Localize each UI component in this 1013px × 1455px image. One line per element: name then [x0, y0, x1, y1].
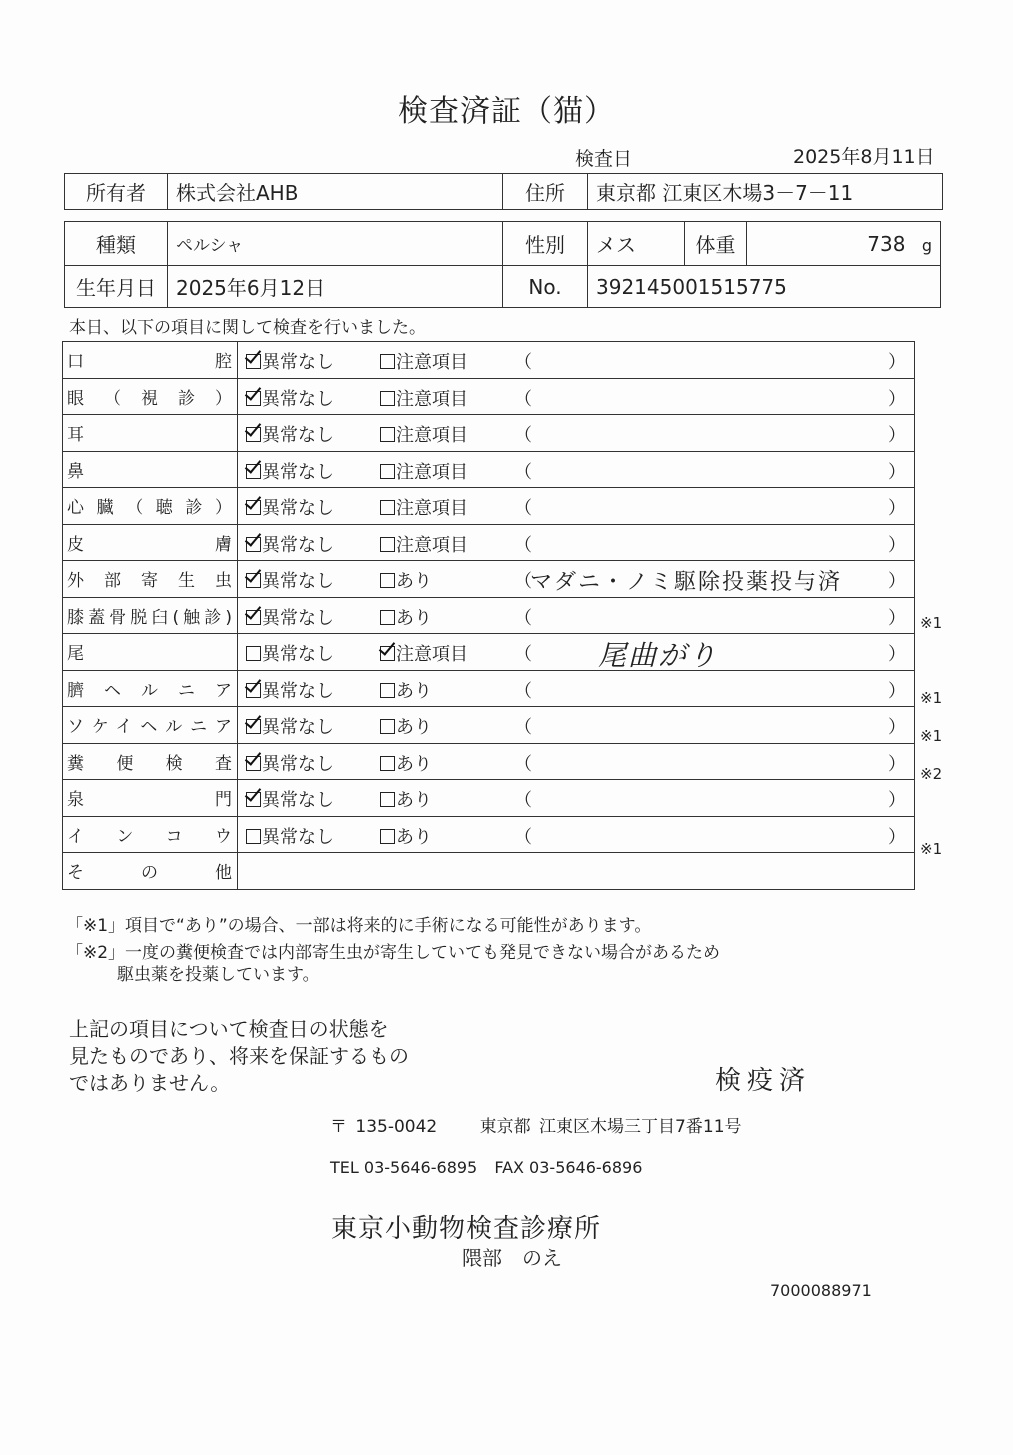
- option-normal-label: 異常なし: [262, 571, 334, 592]
- check-item-label: その他: [67, 863, 233, 884]
- check-item-name: [63, 743, 238, 780]
- tel-number: TEL 03-5646-6895: [330, 1158, 478, 1177]
- option-normal-label: 異常なし: [262, 826, 334, 848]
- option-finding[interactable]: [380, 494, 468, 520]
- check-item-label: 泉門: [67, 790, 233, 811]
- check-item-label: インコウ: [67, 826, 233, 847]
- paren-close: ）: [888, 534, 906, 556]
- check-table: [62, 341, 915, 890]
- checkbox-icon[interactable]: [246, 573, 261, 588]
- weight-value: 738: [867, 231, 906, 256]
- checkbox-icon[interactable]: [246, 792, 261, 807]
- paren-close: ）: [888, 571, 906, 592]
- owner-label: 所有者: [65, 174, 168, 210]
- check-item-label: 膝蓋骨脱臼(触診): [67, 607, 233, 628]
- weight-cell: [747, 222, 941, 266]
- owner-table: [64, 173, 943, 210]
- option-normal-label: 異常なし: [262, 461, 334, 483]
- check-row: [63, 415, 915, 452]
- option-normal-label: 異常なし: [262, 352, 334, 373]
- option-finding-label: あり: [396, 790, 432, 811]
- checkbox-icon[interactable]: [380, 646, 395, 661]
- option-finding-label: あり: [396, 607, 432, 629]
- option-finding-label: 注意項目: [396, 461, 468, 483]
- check-item-name: [63, 561, 238, 598]
- footnote-marker: ※1: [920, 614, 943, 633]
- option-normal[interactable]: [246, 531, 334, 557]
- paren-open: （: [514, 607, 532, 629]
- check-item-label: 眼（視診）: [67, 388, 233, 409]
- serial-number: 7000088971: [770, 1281, 872, 1300]
- check-row: [63, 378, 915, 415]
- check-row: [63, 707, 915, 744]
- paren-close: ）: [888, 388, 906, 410]
- option-finding[interactable]: [380, 567, 432, 593]
- no-label: No.: [503, 266, 588, 308]
- paren-open: （: [514, 388, 532, 410]
- certificate-title: 検査済証（猫）: [398, 94, 615, 129]
- check-options: [238, 415, 915, 452]
- check-item-name: [63, 597, 238, 634]
- sex-value: メス: [588, 222, 685, 266]
- checkbox-icon[interactable]: [246, 354, 261, 369]
- paren-close: ）: [888, 826, 906, 848]
- checkbox-icon[interactable]: [380, 391, 395, 406]
- option-finding-label: 注意項目: [396, 644, 468, 665]
- check-options: [238, 488, 915, 525]
- checkbox-icon[interactable]: [380, 829, 395, 844]
- check-row: [63, 451, 915, 488]
- owner-value: 株式会社AHB: [168, 174, 503, 210]
- check-item-name: [63, 816, 238, 853]
- paren-open: （: [514, 425, 532, 446]
- checkbox-icon[interactable]: [380, 756, 395, 771]
- option-finding-label: 注意項目: [396, 352, 468, 373]
- check-item-label: 外部寄生虫: [67, 571, 233, 592]
- option-finding[interactable]: [380, 385, 468, 411]
- footnote-marker: ※2: [920, 764, 943, 783]
- paren-close: ）: [888, 680, 906, 702]
- check-options: [238, 451, 915, 488]
- option-normal[interactable]: [246, 604, 334, 630]
- paren-open: （: [514, 680, 532, 702]
- check-row: [63, 597, 915, 634]
- paren-close: ）: [888, 425, 906, 446]
- option-finding-label: 注意項目: [396, 425, 468, 446]
- option-normal-label: 異常なし: [262, 680, 334, 702]
- paren-open: （: [514, 534, 532, 556]
- check-item-name: [63, 780, 238, 817]
- disclaimer: [69, 1016, 409, 1097]
- paren-close: ）: [888, 607, 906, 629]
- check-item-name: [63, 415, 238, 452]
- checkbox-icon[interactable]: [380, 500, 395, 515]
- breed-value: ペルシャ: [168, 222, 503, 266]
- check-item-label: 糞便検査: [67, 753, 233, 774]
- checkbox-icon[interactable]: [246, 610, 261, 625]
- checkbox-icon[interactable]: [246, 500, 261, 515]
- checkbox-icon[interactable]: [380, 537, 395, 552]
- paren-open: （: [514, 753, 532, 775]
- checkbox-icon[interactable]: [246, 537, 261, 552]
- option-finding-label: あり: [396, 753, 432, 775]
- footnote-1: 「※1」項目で“あり”の場合、一部は将来的に手術になる可能性があります。: [66, 916, 652, 936]
- option-normal-label: 異常なし: [262, 717, 334, 738]
- exam-date-label: 検査日: [575, 148, 633, 170]
- check-options: [238, 707, 915, 744]
- check-options: [238, 853, 915, 890]
- option-finding[interactable]: [380, 604, 432, 630]
- clinic-address-line: [330, 1112, 742, 1137]
- check-item-name: [63, 378, 238, 415]
- footnote-2: 「※2」一度の糞便検査では内部寄生虫が寄生していても発見できない場合があるため: [66, 943, 721, 963]
- check-row: [63, 342, 915, 379]
- check-options: [238, 780, 915, 817]
- clinic-address: 東京都 江東区木場三丁目7番11号: [479, 1117, 742, 1137]
- breed-label: 種類: [65, 222, 168, 266]
- option-finding-label: あり: [396, 717, 432, 738]
- option-normal-label: 異常なし: [262, 644, 334, 665]
- option-normal[interactable]: [246, 750, 334, 776]
- checkbox-icon[interactable]: [246, 829, 261, 844]
- disclaimer-line: ではありません。: [69, 1071, 231, 1095]
- check-row: [63, 670, 915, 707]
- disclaimer-line: 見たものであり、将来を保証するもの: [69, 1044, 409, 1068]
- check-row: [63, 816, 915, 853]
- birth-value: 2025年6月12日: [168, 266, 503, 308]
- check-item-label: 耳: [67, 425, 84, 446]
- check-item-name: [63, 488, 238, 525]
- disclaimer-line: 上記の項目について検査日の状態を: [69, 1017, 389, 1041]
- clinic-name: 東京小動物検査診療所: [331, 1214, 602, 1244]
- paren-close: ）: [888, 644, 906, 665]
- check-item-label: 臍ヘルニア: [67, 680, 233, 701]
- check-options: [238, 634, 915, 671]
- checkbox-icon[interactable]: [246, 683, 261, 698]
- option-finding[interactable]: [380, 750, 432, 776]
- fax-number: FAX 03-5646-6896: [494, 1158, 643, 1177]
- checkbox-icon[interactable]: [246, 719, 261, 734]
- checkbox-icon[interactable]: [380, 792, 395, 807]
- paren-open: （: [514, 790, 532, 811]
- weight-unit: g: [921, 235, 932, 255]
- checkbox-icon[interactable]: [380, 464, 395, 479]
- option-normal[interactable]: [246, 494, 334, 520]
- check-row: [63, 780, 915, 817]
- paren-open: （: [514, 498, 532, 519]
- option-finding-label: 注意項目: [396, 388, 468, 410]
- paren-close: ）: [888, 790, 906, 811]
- check-options: [238, 524, 915, 561]
- checkbox-icon[interactable]: [380, 610, 395, 625]
- option-finding[interactable]: [380, 786, 432, 812]
- option-normal[interactable]: [246, 677, 334, 703]
- check-row: [63, 524, 915, 561]
- paren-open: （: [514, 717, 532, 738]
- checkbox-icon[interactable]: [380, 719, 395, 734]
- option-normal-label: 異常なし: [262, 607, 334, 629]
- handwritten-note: 尾曲がり: [598, 639, 719, 672]
- footnote-marker: ※1: [920, 689, 943, 708]
- check-options: [238, 816, 915, 853]
- intro-text: 本日、以下の項目に関して検査を行いました。: [69, 318, 426, 338]
- option-normal[interactable]: [246, 640, 334, 666]
- option-normal[interactable]: [246, 567, 334, 593]
- footnote-2-continued: 駆虫薬を投薬しています。: [117, 965, 320, 985]
- check-item-label: 鼻: [67, 461, 84, 482]
- option-finding[interactable]: [380, 458, 468, 484]
- option-normal-label: 異常なし: [262, 753, 334, 775]
- check-item-name: [63, 451, 238, 488]
- check-row: [63, 561, 915, 598]
- checkbox-icon[interactable]: [246, 646, 261, 661]
- check-item-label: 口腔: [67, 352, 233, 373]
- option-finding[interactable]: [380, 823, 432, 849]
- paren-open: （: [514, 571, 532, 592]
- contact-line: [330, 1158, 642, 1177]
- option-finding-label: 注意項目: [396, 498, 468, 519]
- paren-close: ）: [888, 498, 906, 519]
- option-finding[interactable]: [380, 640, 468, 666]
- birth-label: 生年月日: [65, 266, 168, 308]
- checkbox-icon[interactable]: [246, 464, 261, 479]
- option-normal[interactable]: [246, 421, 334, 447]
- checkbox-icon[interactable]: [246, 391, 261, 406]
- check-item-label: 心臓（聴診）: [67, 498, 233, 519]
- check-item-name: [63, 342, 238, 379]
- check-item-name: [63, 707, 238, 744]
- paren-close: ）: [888, 352, 906, 373]
- checkbox-icon[interactable]: [380, 354, 395, 369]
- option-normal[interactable]: [246, 713, 334, 739]
- option-normal-label: 異常なし: [262, 534, 334, 556]
- check-row: [63, 743, 915, 780]
- option-finding[interactable]: [380, 421, 468, 447]
- option-normal[interactable]: [246, 348, 334, 374]
- paren-open: （: [514, 352, 532, 373]
- checkbox-icon[interactable]: [380, 573, 395, 588]
- option-normal-label: 異常なし: [262, 790, 334, 811]
- footnote-marker: ※1: [920, 727, 943, 745]
- no-value: 392145001515775: [588, 266, 941, 308]
- check-item-label: ソケイヘルニア: [67, 717, 233, 738]
- option-finding-label: あり: [396, 826, 432, 848]
- option-finding-label: あり: [396, 680, 432, 702]
- check-options: [238, 597, 915, 634]
- paren-close: ）: [888, 753, 906, 775]
- option-finding[interactable]: [380, 348, 468, 374]
- option-normal[interactable]: [246, 458, 334, 484]
- check-row: [63, 634, 915, 671]
- check-options: [238, 670, 915, 707]
- option-finding[interactable]: [380, 713, 432, 739]
- address-label: 住所: [503, 174, 588, 210]
- paren-open: （: [514, 644, 532, 665]
- address-value: 東京都 江東区木場3－7－11: [588, 174, 943, 210]
- option-normal-label: 異常なし: [262, 498, 334, 519]
- footnote-marker: ※1: [920, 839, 943, 858]
- weight-label: 体重: [685, 222, 747, 266]
- exam-date-value: 2025年8月11日: [793, 146, 935, 168]
- option-finding[interactable]: [380, 531, 468, 557]
- option-normal[interactable]: [246, 385, 334, 411]
- check-item-label: 皮膚: [67, 534, 233, 555]
- inspection-stamp: 検疫済: [715, 1066, 812, 1096]
- check-item-name: [63, 670, 238, 707]
- check-options: [238, 378, 915, 415]
- sex-label: 性別: [503, 222, 588, 266]
- paren-close: ）: [888, 717, 906, 738]
- option-normal[interactable]: [246, 786, 334, 812]
- check-options: [238, 342, 915, 379]
- option-finding-label: あり: [396, 571, 432, 592]
- check-row: [63, 488, 915, 525]
- option-normal-label: 異常なし: [262, 388, 334, 410]
- checkbox-icon[interactable]: [246, 427, 261, 442]
- check-note: マダニ・ノミ駆除投薬投与済: [530, 570, 843, 595]
- option-finding-label: 注意項目: [396, 534, 468, 556]
- check-options: [238, 743, 915, 780]
- checkbox-icon[interactable]: [380, 427, 395, 442]
- check-item-label: 尾: [67, 644, 84, 665]
- check-row: [63, 853, 915, 890]
- option-finding[interactable]: [380, 677, 432, 703]
- pet-table: [64, 221, 941, 308]
- option-normal[interactable]: [246, 823, 334, 849]
- checkbox-icon[interactable]: [380, 683, 395, 698]
- postal-code: 〒 135-0042: [330, 1117, 438, 1137]
- paren-close: ）: [888, 461, 906, 483]
- option-normal-label: 異常なし: [262, 425, 334, 446]
- check-item-name: [63, 634, 238, 671]
- check-item-name: [63, 853, 238, 890]
- check-options: [238, 561, 915, 598]
- checkbox-icon[interactable]: [246, 756, 261, 771]
- veterinarian-name: 隈部 のえ: [462, 1246, 562, 1270]
- paren-open: （: [514, 826, 532, 848]
- check-item-name: [63, 524, 238, 561]
- paren-open: （: [514, 461, 532, 483]
